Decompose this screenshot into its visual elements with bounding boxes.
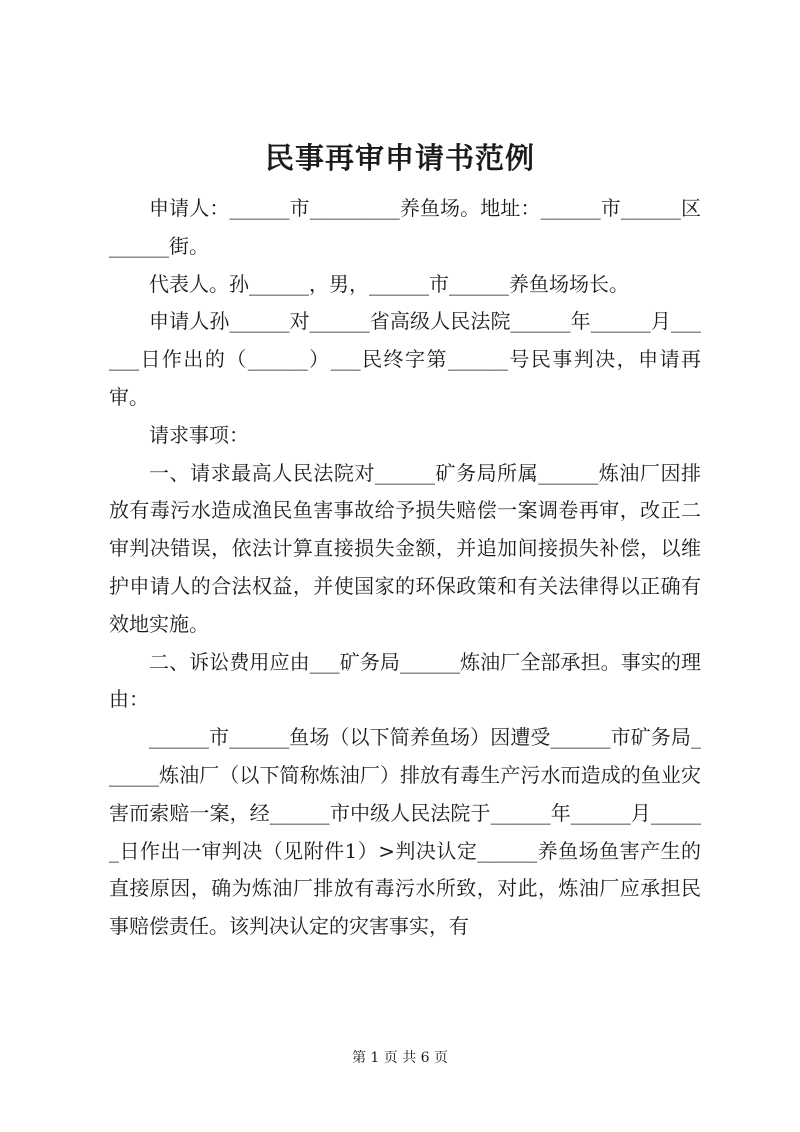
page-number: 第 1 页 共 6 页: [351, 1050, 449, 1066]
applicant-paragraph: 申请人：______市_________养鱼场。地址：______市______区______街。: [109, 196, 701, 258]
document-body: [109, 190, 701, 946]
retrial-application-paragraph: 申请人孙______对______省高级人民法院______年______月______日作出的（______）___民终字第______号民事判决，申请再审。: [109, 309, 701, 409]
request-item-one: 一、请求最高人民法院对______矿务局所属______炼油厂因排放有毒污水造成渔民鱼害事故给予损失赔偿一案调卷再审，改正二审判决错误，依法计算直接损失金额，并追加间接损失补偿，以维护申请人的合法权益，并使国家的环保政策和有关法律得以正确有效地实施。: [109, 460, 701, 636]
request-item-two: 二、诉讼费用应由___矿务局______炼油厂全部承担。事实的理由：: [109, 649, 701, 712]
document-title: 民事再审申请书范例: [264, 141, 535, 175]
requests-heading: 请求事项：: [149, 422, 249, 447]
facts-paragraph: ______市______鱼场（以下简养鱼场）因遭受______市矿务局______炼油厂（以下简称炼油厂）排放有毒生产污水而造成的鱼业灾害而索赔一案，经______市中级人民法院于______年______月______日作出一审判决（见附件1）>判决认定______养鱼场鱼害产生的直接原因，确为炼油厂排放有毒污水所致，对此，炼油厂应承担民事赔偿责任。该判决认定的灾害事实，有: [109, 725, 701, 939]
representative-paragraph: 代表人。孙______，男，______市______养鱼场场长。: [149, 271, 629, 296]
